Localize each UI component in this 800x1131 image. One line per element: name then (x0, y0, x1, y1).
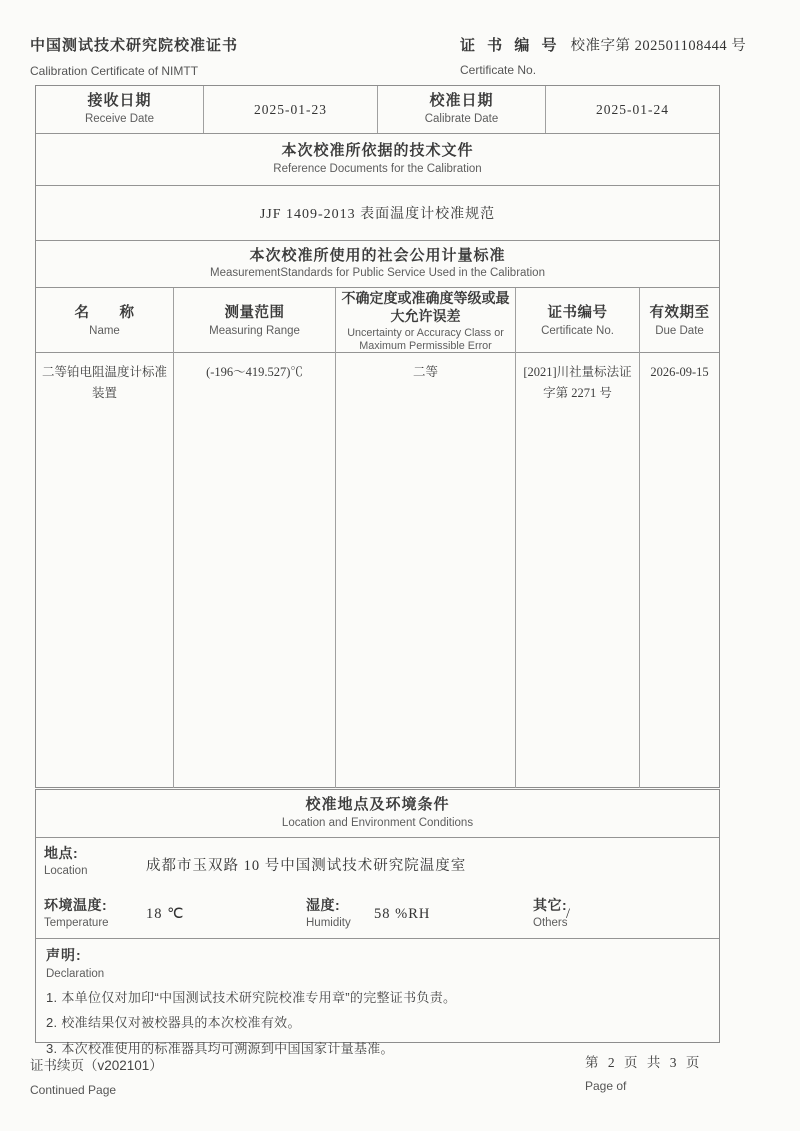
temperature-value: 18 ℃ (146, 906, 185, 922)
others-label-block (533, 897, 568, 930)
declaration-section (36, 939, 719, 1057)
calibrate-date-value: 2025-01-24 (596, 101, 669, 117)
environment-row (36, 890, 719, 939)
location-label-zh: 地点: (44, 845, 79, 861)
declaration-item-3: 3. 本次校准使用的标准器具均可溯源到中国国家计量基准。 (46, 1040, 394, 1056)
standards-col-duedate-en: Due Date (655, 324, 704, 337)
location-env-title-en: Location and Environment Conditions (281, 816, 474, 829)
calibrate-date-label-cell (378, 86, 546, 133)
footer-page-block (585, 1051, 702, 1093)
temperature-label-block (44, 897, 109, 930)
standard-range-value: (-196～419.527)℃ (174, 353, 336, 788)
calibrate-date-label-zh: 校准日期 (429, 92, 494, 110)
standards-col-certno (516, 288, 640, 355)
receive-date-label-zh: 接收日期 (87, 92, 152, 110)
certificate-number-block (460, 34, 746, 77)
standards-col-name-zh: 名 称 (74, 305, 135, 322)
reference-docs-title-zh: 本次校准所依据的技术文件 (281, 142, 474, 160)
temperature-label-zh: 环境温度: (44, 897, 108, 913)
main-table (35, 85, 720, 788)
location-env-title-row (36, 790, 719, 838)
standards-col-uncertainty-en: Uncertainty or Accuracy Class or Maximum Permissible Error (347, 327, 504, 352)
org-title-block (30, 34, 238, 78)
location-label-block (44, 845, 87, 878)
footer-page-zh: 第 2 页 共 3 页 (585, 1055, 703, 1070)
standards-col-uncertainty-zh: 不确定度或准确度等级或最大允许误差 (341, 290, 510, 324)
humidity-value: 58 %RH (374, 906, 431, 922)
standard-certno-value: [2021]川社量标法证字第 2271 号 (516, 353, 640, 788)
dates-row (36, 86, 719, 134)
footer-continued-block (30, 1054, 163, 1097)
footer-continued-zh: 证书续页（v202101） (30, 1058, 163, 1073)
others-label-en: Others (533, 916, 568, 929)
standard-uncertainty-value: 二等 (336, 353, 516, 788)
standards-col-range-zh: 测量范围 (224, 305, 285, 322)
standards-title-row (36, 241, 719, 288)
standard-duedate-value: 2026-09-15 (650, 365, 709, 379)
reference-docs-title-en: Reference Documents for the Calibration (273, 162, 482, 175)
standards-header-row (36, 288, 719, 353)
declaration-item-1: 1. 本单位仅对加印“中国测试技术研究院校准专用章”的完整证书负责。 (46, 989, 457, 1005)
certificate-number-label-en: Certificate No. (460, 63, 537, 77)
reference-docs-title-row (36, 134, 719, 186)
location-label-en: Location (44, 864, 88, 877)
others-label-zh: 其它: (533, 897, 568, 913)
location-env-title-zh: 校准地点及环境条件 (305, 796, 450, 814)
calibrate-date-value-cell (546, 86, 719, 133)
location-value: 成都市玉双路 10 号中国测试技术研究院温度室 (146, 858, 467, 874)
reference-docs-content: JJF 1409-2013 表面温度计校准规范 (259, 207, 496, 222)
declaration-label-zh: 声明: (46, 947, 82, 963)
receive-date-value-cell (204, 86, 378, 133)
standards-title-zh: 本次校准所使用的社会公用计量标准 (249, 246, 506, 264)
location-environment-box (35, 789, 720, 1056)
org-title-en: Calibration Certificate of NIMTT (30, 64, 199, 78)
location-row (36, 838, 719, 890)
org-title-zh: 中国测试技术研究院校准证书 (30, 37, 239, 54)
standards-col-name (36, 288, 174, 355)
declaration-label-en: Declaration (46, 968, 105, 980)
standards-col-duedate (640, 288, 719, 355)
receive-date-label-en: Receive Date (84, 112, 155, 125)
others-value: / (566, 906, 572, 922)
standard-name-value: 二等铂电阻温度计标准装置 (36, 353, 174, 788)
humidity-label-block (306, 897, 351, 930)
certificate-number-value: 校准字第 202501108444 号 (570, 38, 747, 54)
reference-docs-content-row (36, 186, 719, 241)
humidity-label-zh: 湿度: (306, 897, 341, 913)
standards-col-certno-en: Certificate No. (541, 324, 614, 337)
humidity-label-en: Humidity (306, 916, 351, 929)
temperature-label-en: Temperature (44, 916, 109, 929)
standards-col-certno-zh: 证书编号 (547, 305, 608, 322)
standards-col-name-en: Name (89, 324, 120, 337)
receive-date-value: 2025-01-23 (254, 101, 327, 117)
standards-col-duedate-zh: 有效期至 (649, 305, 710, 322)
calibrate-date-label-en: Calibrate Date (424, 112, 499, 125)
certificate-number-label-zh: 证 书 编 号 (460, 37, 561, 54)
standards-col-range (174, 288, 336, 355)
footer-continued-en: Continued Page (30, 1083, 117, 1097)
receive-date-label-cell (36, 86, 204, 133)
footer-page-en: Page of (585, 1079, 627, 1093)
standards-col-range-en: Measuring Range (209, 324, 300, 337)
declaration-item-2: 2. 校准结果仅对被校器具的本次校准有效。 (46, 1015, 301, 1030)
standards-data-row (36, 353, 719, 788)
standards-col-uncertainty (336, 288, 516, 355)
standards-title-en: MeasurementStandards for Public Service Used in the Calibration (210, 267, 545, 280)
